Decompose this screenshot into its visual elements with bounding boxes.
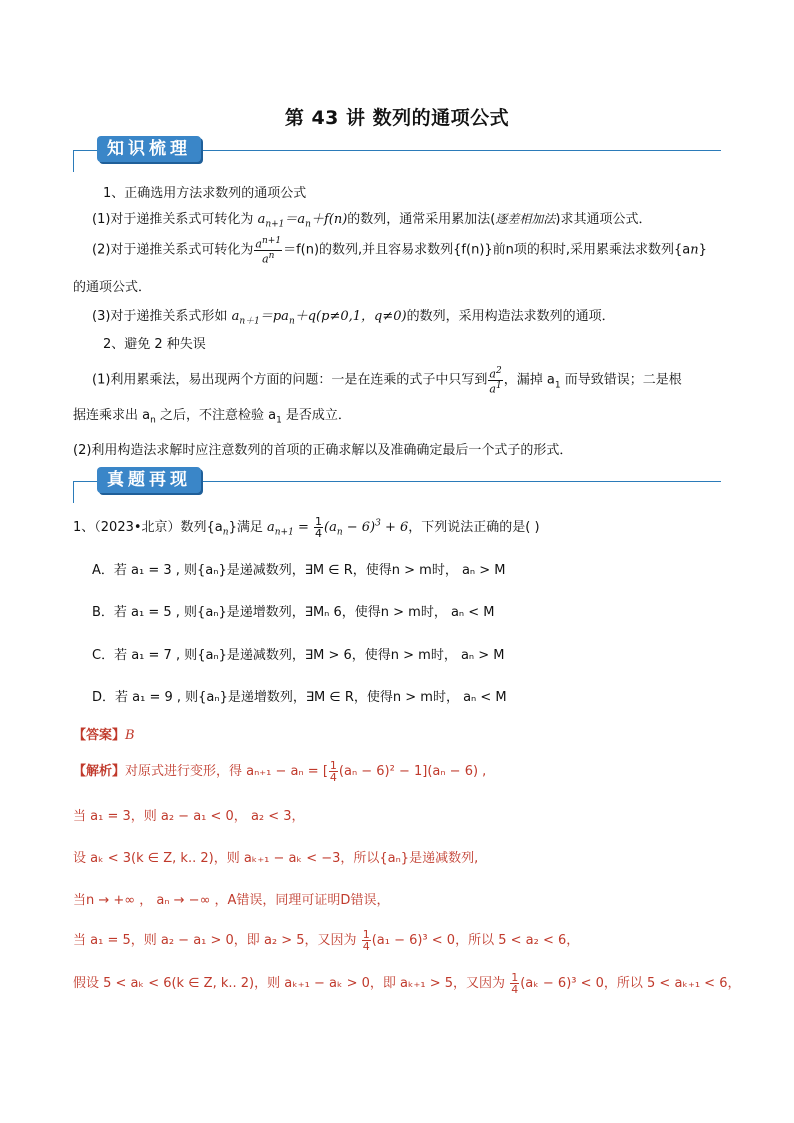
section-tick [73,150,74,172]
knowledge-heading-2: 2、避免 2 种失误 [103,337,206,352]
mistake-line-1b: 据连乘求出 $a_n$ 之后，不注意检验 $a_1$ 是否成立． [73,408,351,426]
section-tick [73,481,74,503]
option-d: D．若 a₁ = 9 , 则{aₙ}是递增数列，∃M ∈ R，使得n > m时， aₙ < M [92,690,507,705]
knowledge-line-3: (3)对于递推关系式形如 $a_{n+1}=pa_n+q(p\ne 0,1$，q≠0)的数列，采用构造法求数列的通项． [92,309,615,327]
section-label: 真题再现 [107,470,191,490]
answer-line: 【答案】B [73,728,135,743]
knowledge-line-1: (1)对于递推关系式可转化为 $a_{n+1}=a_n+f(n)$的数列，通常采用累加法(逐差相加法)求其通项公式． [92,212,652,230]
knowledge-heading-1: 1、正确选用方法求数列的通项公式 [103,186,307,201]
analysis-line-4: 当n → +∞ ， aₙ → −∞ ，A错误，同理可证明D错误， [73,893,390,908]
mistake-line-2: (2)利用构造法求解时应注意数列的首项的正确求解以及准确确定最后一个式子的形式． [73,443,573,458]
analysis-line-6: 假设 5 < aₖ < 6(k ∈ Z, k.. 2)，则 aₖ₊₁ − aₖ > 0，即 aₖ₊₁ > 5，又因为 $\frac{1}{4}$ (aₖ − 6)³ < 0，所以 5 < aₖ₊₁ < 6， [73,971,741,996]
page-title: 第 43 讲 数列的通项公式 [284,107,510,129]
analysis-line-1: 【解析】对原式进行变形，得 aₙ₊₁ − aₙ = [ $\frac{1}{4}$ (aₙ − 6)² − 1](aₙ − 6) , [73,759,487,784]
option-c: C．若 a₁ = 7 , 则{aₙ}是递减数列，∃M > 6，使得n > m时， aₙ > M [92,648,505,663]
section-banner-exam [97,467,201,493]
problem-stem: 1、（2023•北京）数列$\{a_n\}$满足 $a_{n+1}$ = $\frac{1}{4}$ $(a_n - 6)^3 + 6$，下列说法正确的是( ) [73,515,540,540]
analysis-line-2: 当 a₁ = 3，则 a₂ − a₁ < 0， a₂ < 3， [73,809,305,824]
mistake-line-1: (1)利用累乘法，易出现两个方面的问题：一是在连乘的式子中只写到 $\frac{a^2}{a^1}$ ，漏掉 $a_1$ 而导致错误；二是根 [92,366,682,396]
section-label: 知识梳理 [107,139,191,159]
option-a: A．若 a₁ = 3 , 则{aₙ}是递减数列，∃M ∈ R，使得n > m时， aₙ > M [92,563,506,578]
analysis-line-3: 设 aₖ < 3(k ∈ Z, k.. 2)，则 aₖ₊₁ − aₖ < −3，所以{aₙ}是递减数列, [73,851,479,866]
option-b: B．若 a₁ = 5 , 则{aₙ}是递增数列，∃Mₙ 6，使得n > m时， aₙ < M [92,605,495,620]
knowledge-line-2b: 的通项公式． [73,280,152,295]
section-banner-knowledge [97,136,201,162]
analysis-line-5: 当 a₁ = 5，则 a₂ − a₁ > 0，即 a₂ > 5，又因为 $\frac{1}{4}$ (a₁ − 6)³ < 0，所以 5 < a₂ < 6， [73,928,580,953]
knowledge-line-2: (2)对于递推关系式可转化为 $\frac{a^{n+1}}{a^n}$ ＝f(n)的数列,并且容易求数列{f(n)}前n项的积时,采用累乘法求数列{an} [92,236,707,266]
